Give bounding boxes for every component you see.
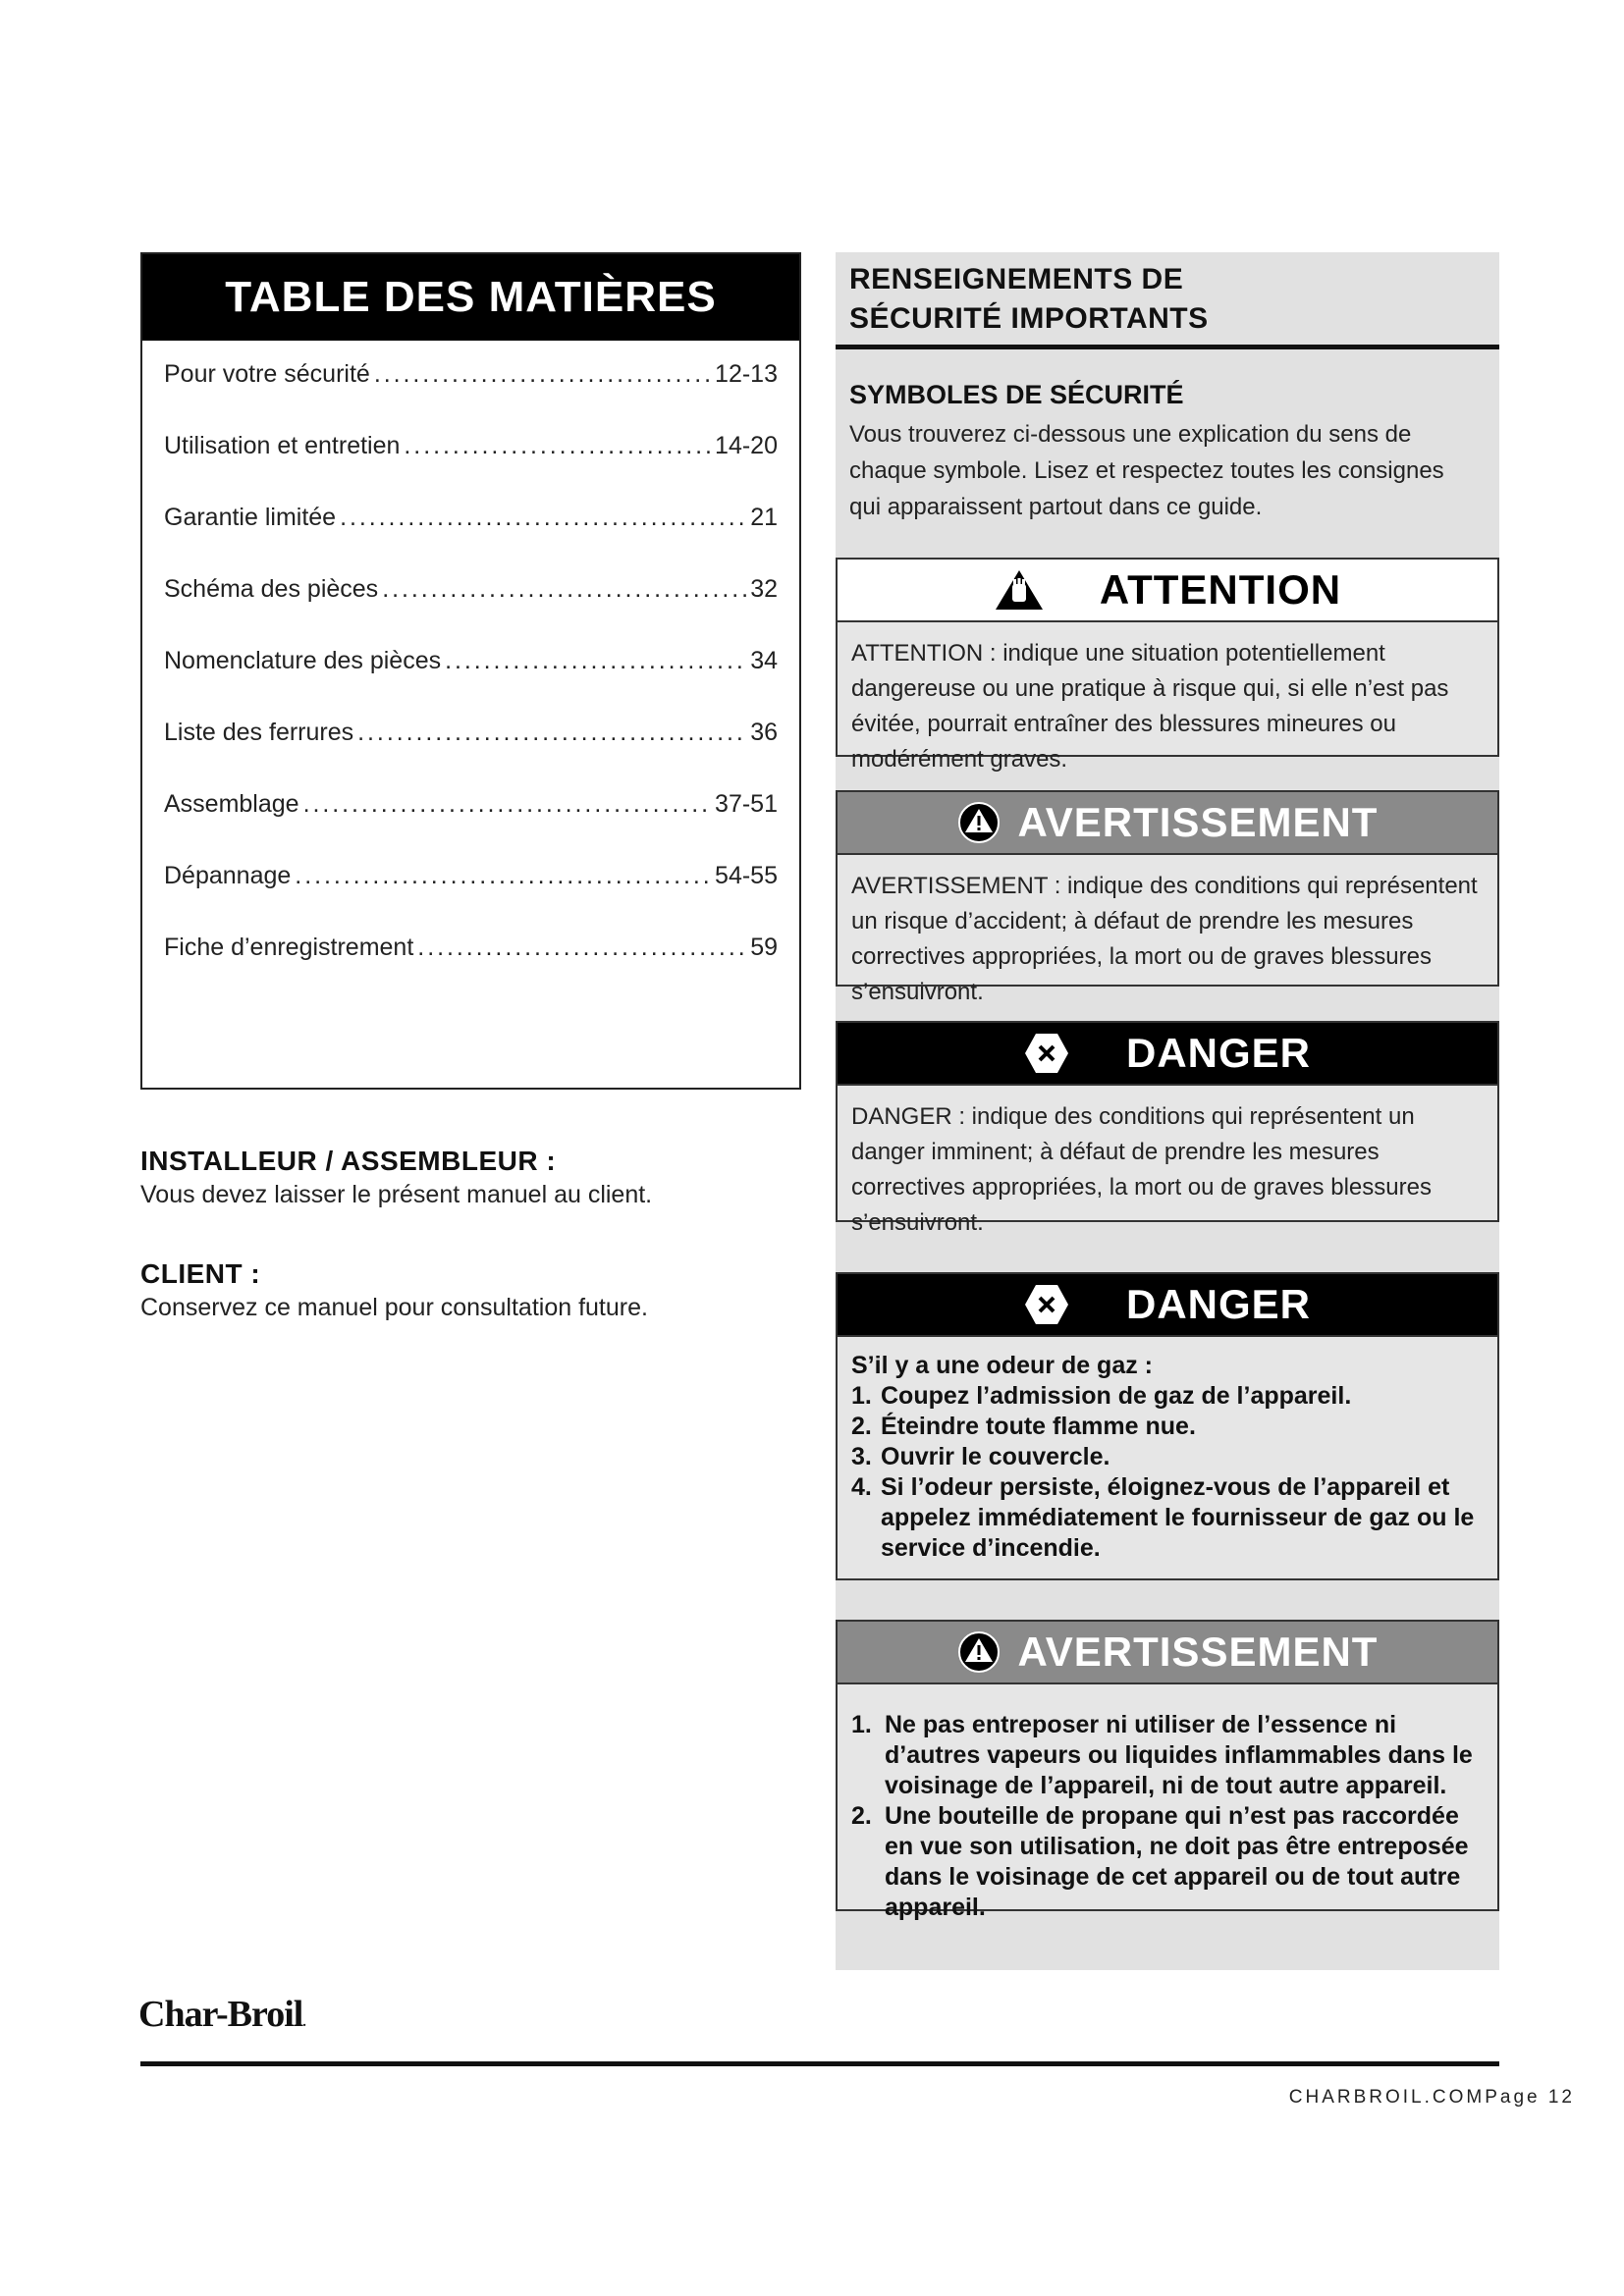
toc-entry-page: 34 bbox=[750, 647, 778, 674]
list-item-text: Ne pas entreposer ni utiliser de l’essence ni d’autres vapeurs ou liquides inflammables dans le voisinage de l’appareil, ni de tout autre appareil. bbox=[885, 1711, 1473, 1799]
gas-danger-header bbox=[838, 1274, 1497, 1337]
safety-title-line1: RENSEIGNEMENTS DE bbox=[849, 263, 1184, 295]
toc-entry-title: Nomenclature des pièces bbox=[164, 647, 442, 674]
installer-notice bbox=[140, 1146, 808, 1209]
warning-box bbox=[836, 790, 1499, 1005]
danger-hexagon-icon bbox=[1024, 1032, 1069, 1075]
footer-divider bbox=[140, 2061, 1499, 2066]
safety-title bbox=[836, 252, 1499, 349]
table-of-contents bbox=[140, 252, 801, 1090]
gas-warning-box bbox=[836, 1620, 1499, 1921]
toc-entry-title: Garantie limitée bbox=[164, 504, 337, 531]
hand-warning-icon bbox=[994, 568, 1045, 612]
client-text: Conservez ce manuel pour consultation future. bbox=[140, 1294, 648, 1321]
exclamation-circle-icon bbox=[957, 1630, 1001, 1674]
gas-warning-label: AVERTISSEMENT bbox=[1017, 1629, 1379, 1675]
toc-entry-title: Utilisation et entretien bbox=[164, 432, 401, 459]
toc-entry-page: 14-20 bbox=[715, 432, 778, 459]
list-item-number: 4. bbox=[851, 1473, 872, 1501]
list-item bbox=[851, 1381, 1484, 1412]
toc-leader-dots bbox=[295, 862, 711, 890]
toc-entry-title: Schéma des pièces bbox=[164, 575, 379, 603]
char-broil-logo bbox=[138, 1993, 305, 2036]
list-item-number: 3. bbox=[851, 1443, 872, 1470]
safety-symbols bbox=[849, 380, 1478, 525]
list-item-text: Coupez l’admission de gaz de l’appareil. bbox=[881, 1382, 1352, 1410]
attention-header bbox=[838, 560, 1497, 622]
list-item-number: 1. bbox=[851, 1382, 872, 1410]
toc-leader-dots bbox=[404, 432, 711, 460]
exclamation-circle-icon bbox=[957, 801, 1001, 844]
list-item bbox=[851, 1412, 1484, 1442]
toc-entry-page: 12-13 bbox=[715, 360, 778, 388]
footer-site-page: CHARBROIL.COMPage 12 bbox=[1288, 2087, 1575, 2108]
toc-leader-dots bbox=[340, 504, 746, 532]
registered-mark: . bbox=[302, 2015, 305, 2030]
warning-label: AVERTISSEMENT bbox=[1017, 799, 1379, 845]
gas-warning-header bbox=[838, 1622, 1497, 1684]
warning-header bbox=[838, 792, 1497, 855]
gas-danger-list bbox=[851, 1381, 1484, 1564]
list-item-text: Si l’odeur persiste, éloignez-vous de l’appareil et appelez immédiatement le fournisseur de gaz ou le service d’incendie. bbox=[881, 1473, 1475, 1562]
toc-title: TABLE DES MATIÈRES bbox=[142, 254, 799, 341]
list-item bbox=[851, 1710, 1484, 1801]
toc-list bbox=[142, 360, 799, 1005]
toc-entry-title: Liste des ferrures bbox=[164, 719, 354, 746]
attention-label: ATTENTION bbox=[1099, 566, 1342, 613]
symbols-text: Vous trouverez ci-dessous une explication du sens de chaque symbole. Lisez et respectez toutes les consignes qui apparaissent partout dans ce guide. bbox=[849, 421, 1444, 520]
danger-label: DANGER bbox=[1125, 1030, 1311, 1076]
list-item-text: Éteindre toute flamme nue. bbox=[881, 1413, 1196, 1440]
toc-entry bbox=[164, 934, 778, 1005]
attention-box bbox=[836, 558, 1499, 773]
list-item-number: 1. bbox=[851, 1711, 872, 1738]
warning-text: AVERTISSEMENT : indique des conditions qui représentent un risque d’accident; à défaut de prendre les mesures correctives appropriées, la mort ou de graves blessures s’ensuivront. bbox=[851, 873, 1478, 1005]
logo-text: Char-Broil bbox=[138, 1994, 303, 2035]
toc-leader-dots bbox=[374, 360, 711, 389]
list-item-text: Une bouteille de propane qui n’est pas raccordée en vue son utilisation, ne doit pas être entreposée dans le voisinage de cet appareil ou de tout autre appareil. bbox=[885, 1802, 1469, 1921]
toc-entry-title: Fiche d’enregistrement bbox=[164, 934, 414, 961]
toc-entry bbox=[164, 719, 778, 790]
gas-warning-body bbox=[838, 1684, 1497, 1923]
toc-leader-dots bbox=[303, 790, 711, 819]
toc-entry bbox=[164, 862, 778, 934]
client-notice bbox=[140, 1258, 808, 1322]
toc-leader-dots bbox=[417, 934, 746, 962]
toc-entry bbox=[164, 790, 778, 862]
danger-box bbox=[836, 1021, 1499, 1236]
gas-danger-label: DANGER bbox=[1125, 1281, 1311, 1327]
toc-entry bbox=[164, 647, 778, 719]
symbols-heading: SYMBOLES DE SÉCURITÉ bbox=[849, 380, 1184, 409]
toc-entry-title: Pour votre sécurité bbox=[164, 360, 370, 388]
safety-title-line2: SÉCURITÉ IMPORTANTS bbox=[849, 302, 1209, 335]
toc-leader-dots bbox=[445, 647, 746, 675]
danger-header bbox=[838, 1023, 1497, 1086]
toc-entry-page: 36 bbox=[750, 719, 778, 746]
danger-text: DANGER : indique des conditions qui représentent un danger imminent; à défaut de prendre les mesures correctives appropriées, la mort ou de graves blessures s’ensuivront. bbox=[851, 1103, 1432, 1236]
list-item-number: 2. bbox=[851, 1413, 872, 1440]
toc-entry bbox=[164, 432, 778, 504]
toc-entry-title: Assemblage bbox=[164, 790, 299, 818]
toc-entry bbox=[164, 360, 778, 432]
attention-text: ATTENTION : indique une situation potentiellement dangereuse ou une pratique à risque qui, si elle n’est pas évitée, pourrait entraîner des blessures mineures ou modérément graves. bbox=[851, 640, 1449, 773]
list-item bbox=[851, 1472, 1484, 1564]
toc-entry-page: 59 bbox=[750, 934, 778, 961]
gas-warning-list bbox=[851, 1710, 1484, 1923]
gas-danger-intro: S’il y a une odeur de gaz : bbox=[851, 1352, 1154, 1379]
gas-danger-box bbox=[836, 1272, 1499, 1580]
installer-text: Vous devez laisser le présent manuel au client. bbox=[140, 1181, 653, 1208]
installer-heading: INSTALLEUR / ASSEMBLEUR : bbox=[140, 1146, 557, 1176]
toc-entry-page: 21 bbox=[750, 504, 778, 531]
toc-entry-page: 32 bbox=[750, 575, 778, 603]
client-heading: CLIENT : bbox=[140, 1258, 261, 1289]
list-item-number: 2. bbox=[851, 1802, 872, 1830]
list-item-text: Ouvrir le couvercle. bbox=[881, 1443, 1110, 1470]
toc-entry-page: 37-51 bbox=[715, 790, 778, 818]
danger-hexagon-icon bbox=[1024, 1283, 1069, 1326]
toc-entry bbox=[164, 575, 778, 647]
toc-leader-dots bbox=[382, 575, 746, 604]
toc-leader-dots bbox=[357, 719, 746, 747]
list-item bbox=[851, 1801, 1484, 1923]
toc-entry bbox=[164, 504, 778, 575]
list-item bbox=[851, 1442, 1484, 1472]
toc-entry-title: Dépannage bbox=[164, 862, 292, 889]
gas-danger-body bbox=[838, 1337, 1497, 1564]
toc-entry-page: 54-55 bbox=[715, 862, 778, 889]
